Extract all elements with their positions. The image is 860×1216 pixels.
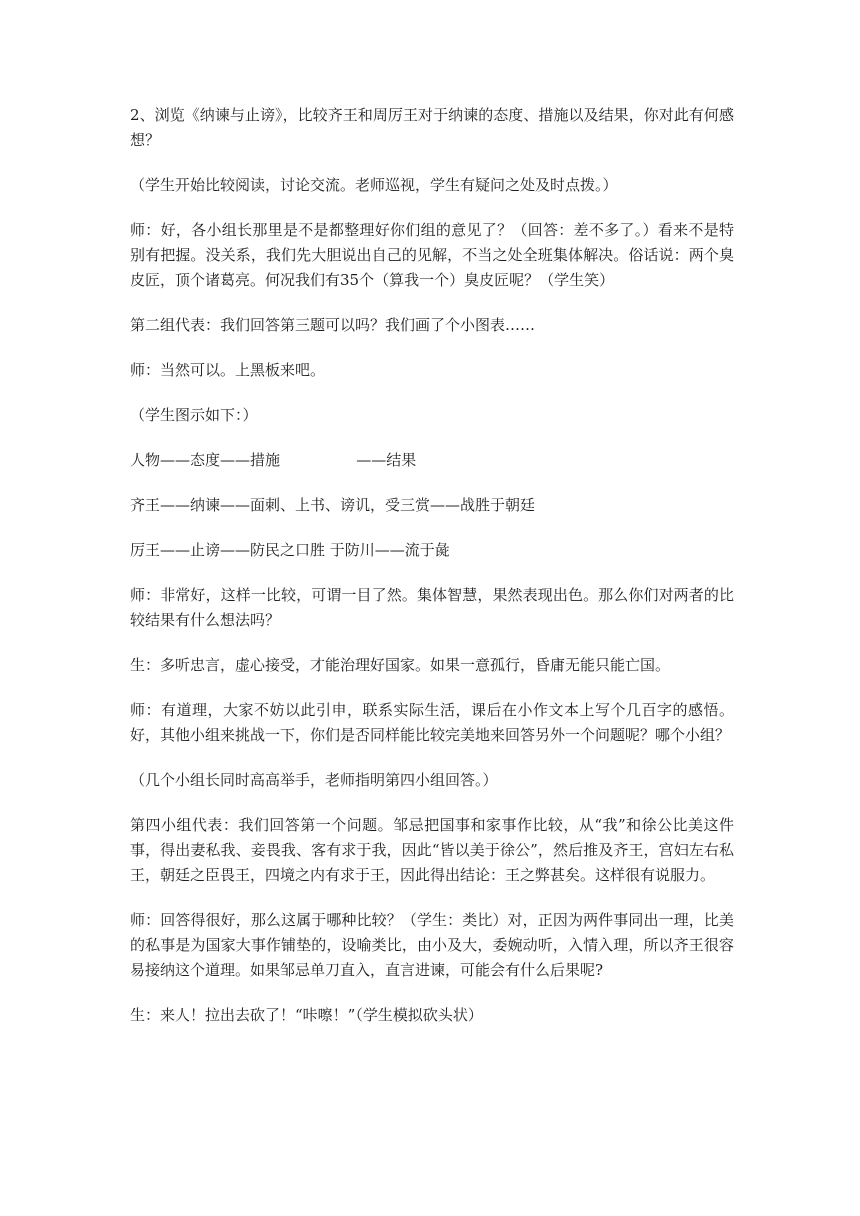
teacher-paragraph: 师：非常好，这样一比较，可谓一目了然。集体智慧，果然表现出色。那么你们对两者的比较结果有什么想法吗？: [130, 586, 734, 629]
teacher-paragraph: 师：好，各小组长那里是不是都整理好你们组的意见了？（回答：差不多了。）看来不是特别有把握。没关系，我们先大胆说出自己的见解，不当之处全班集体解决。俗话说：两个臭皮匠，顶个诸葛亮。何况我们有35个（算我一个）臭皮匠呢？（学生笑）: [130, 221, 734, 289]
teacher-paragraph: 师：回答得很好，那么这属于哪种比较？（学生：类比）对，正因为两件事同出一理，比美的私事是为国家大事作铺垫的，设喻类比，由小及大，委婉动听，入情入理，所以齐王很容易接纳这个道理。如果邹忌单刀直入，直言进谏，可能会有什么后果呢?: [130, 911, 734, 979]
chart-header-row: 人物——态度——措施 ——结果: [130, 451, 417, 469]
question-paragraph: 2、浏览《纳谏与止谤》，比较齐王和周厉王对于纳谏的态度、措施以及结果，你对此有何感想？: [130, 106, 734, 149]
teacher-paragraph: 师：有道理，大家不妨以此引申，联系实际生活，课后在小作文本上写个几百字的感悟。好，其他小组来挑战一下，你们是否同样能比较完美地来回答另外一个问题呢？哪个小组？: [130, 701, 734, 744]
stage-direction-paragraph: （学生开始比较阅读，讨论交流。老师巡视，学生有疑问之处及时点拨。）: [130, 176, 618, 194]
teacher-paragraph: 师：当然可以。上黑板来吧。: [130, 361, 326, 379]
student-paragraph: 生：多听忠言，虚心接受，才能治理好国家。如果一意孤行，昏庸无能只能亡国。: [130, 656, 671, 674]
document-page: [130, 103, 734, 1048]
student-paragraph: 生：来人！拉出去砍了！“咔嚓！”（学生模拟砍头状）: [130, 1006, 483, 1024]
chart-row-li-wang: 厉王——止谤——防民之口胜 于防川——流于彘: [130, 541, 450, 559]
stage-direction-paragraph: （学生图示如下：）: [130, 406, 258, 424]
chart-row-qi-wang: 齐王——纳谏——面刺、上书、谤讥，受三赏——战胜于朝廷: [130, 496, 536, 514]
stage-direction-paragraph: （几个小组长同时高高举手，老师指明第四小组回答。）: [130, 771, 498, 789]
group-two-paragraph: 第二组代表：我们回答第三题可以吗？我们画了个小图表……: [130, 316, 536, 334]
group-four-paragraph: 第四小组代表：我们回答第一个问题。邹忌把国事和家事作比较，从“我”和徐公比美这件事，得出妻私我、妾畏我、客有求于我，因此“皆以美于徐公”，然后推及齐王，宫妇左右私王，朝廷之臣畏王，四境之内有求于王，因此得出结论：王之弊甚矣。这样很有说服力。: [130, 816, 734, 884]
